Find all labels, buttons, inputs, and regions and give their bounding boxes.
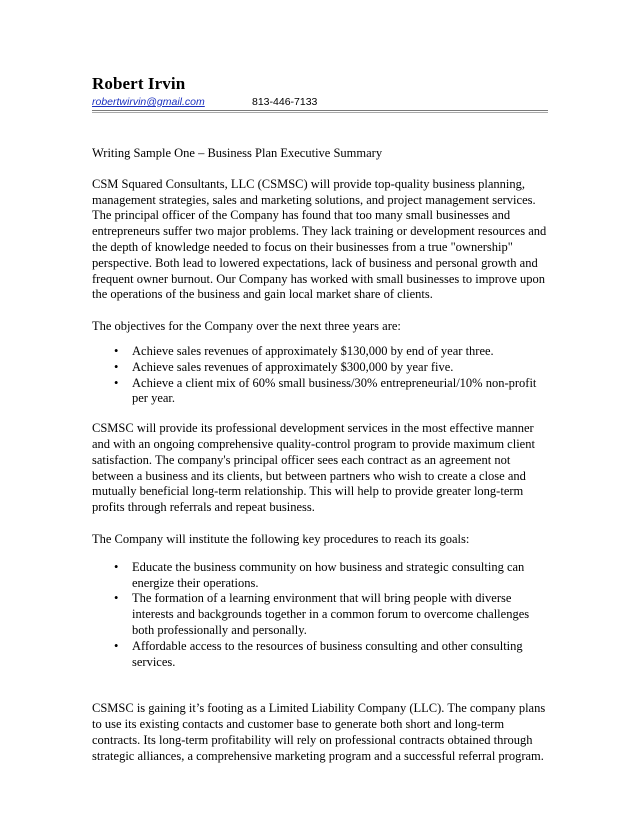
objectives-intro: The objectives for the Company over the next three years are: bbox=[92, 319, 401, 334]
email-link[interactable]: robertwirvin@gmail.com bbox=[92, 96, 205, 108]
list-item bbox=[92, 639, 548, 671]
document-page bbox=[92, 74, 548, 765]
author-name: Robert Irvin bbox=[92, 74, 186, 93]
bullet-icon: • bbox=[114, 638, 119, 653]
list-item bbox=[92, 376, 548, 408]
bullet-icon: • bbox=[114, 591, 119, 606]
list-item-text: The formation of a learning environment that will bring people with diverse interests and backgrounds together in a common forum to overcome challenges both professionally and personally. bbox=[132, 591, 530, 637]
summary-paragraph: CSM Squared Consultants, LLC (CSMSC) will provide top-quality business planning, management strategies, sales and marketing solutions, and project management services. The principal officer of the Company has found that too many small businesses and entrepreneurs suffer two major problems. They lack training or development resources and the depth of knowledge needed to focus on their businesses from a true "ownership" perspective. Both lead to lowered expectations, lack of business and personal growth and frequent owner burnout. Our Company has worked with small businesses to improve upon the operations of the business and gain local market share of clients. bbox=[92, 176, 547, 302]
procedures-intro: The Company will institute the following key procedures to reach its goals: bbox=[92, 531, 470, 546]
bullet-icon: • bbox=[114, 359, 119, 374]
header-divider bbox=[92, 110, 548, 113]
bullet-icon: • bbox=[114, 343, 119, 358]
list-item-text: Achieve sales revenues of approximately $130,000 by end of year three. bbox=[132, 343, 494, 358]
list-item-text: Achieve a client mix of 60% small business/30% entrepreneurial/10% non-profit per year. bbox=[132, 375, 537, 406]
procedures-list bbox=[92, 560, 548, 671]
list-item bbox=[92, 360, 548, 376]
list-item bbox=[92, 591, 548, 638]
list-item bbox=[92, 560, 548, 592]
list-item bbox=[92, 344, 548, 360]
phone-number: 813-446-7133 bbox=[252, 96, 318, 108]
document-title: Writing Sample One – Business Plan Executive Summary bbox=[92, 146, 383, 160]
bullet-icon: • bbox=[114, 559, 119, 574]
list-item-text: Educate the business community on how business and strategic consulting can energize their operations. bbox=[132, 559, 525, 590]
contact-row bbox=[92, 95, 548, 109]
objectives-list bbox=[92, 344, 548, 407]
llc-paragraph: CSMSC is gaining it’s footing as a Limited Liability Company (LLC). The company plans to use its existing contacts and customer base to generate both short and long-term contracts. Its long-term profitability will rely on professional contracts obtained through strategic alliances, a comprehensive marketing program and a successful referral program. bbox=[92, 701, 546, 763]
list-item-text: Affordable access to the resources of business consulting and other consulting services. bbox=[132, 638, 523, 669]
services-paragraph: CSMSC will provide its professional development services in the most effective manner and with an ongoing comprehensive quality-control program to provide maximum client satisfaction. The company's principal officer sees each contract as an agreement not between a business and its clients, but between partners who wish to create a close and mutually beneficial long-term relationship. This will help to provide greater long-term profits through referrals and repeat business. bbox=[92, 421, 535, 515]
list-item-text: Achieve sales revenues of approximately $300,000 by year five. bbox=[132, 359, 454, 374]
bullet-icon: • bbox=[114, 375, 119, 390]
